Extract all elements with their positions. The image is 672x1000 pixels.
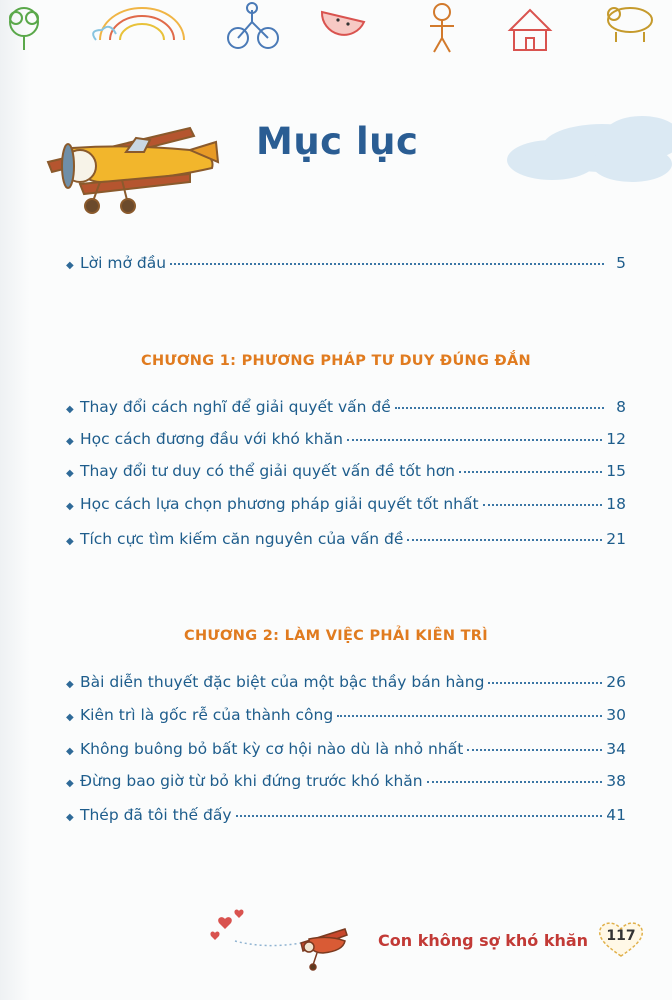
heart-icon: [210, 910, 243, 940]
chapter-2-heading: CHƯƠNG 2: LÀM VIỆC PHẢI KIÊN TRÌ: [184, 628, 488, 644]
book-title-footer: Con không sợ khó khăn: [378, 931, 589, 950]
leader-dots: [170, 262, 604, 265]
kid-doodle-icon: [430, 4, 454, 52]
toc-entry-title: Học cách lựa chọn phương pháp giải quyết tốt nhất: [80, 495, 479, 513]
toc-entry-title: Đừng bao giờ từ bỏ khi đứng trước khó khăn: [80, 772, 423, 790]
doodle-strip: [0, 0, 672, 60]
toc-page-number: 30: [606, 706, 626, 724]
bullet-icon: ◆: [66, 404, 74, 415]
bicycle-doodle-icon: [228, 3, 278, 48]
toc-page-number: 5: [616, 254, 626, 272]
toc-page-number: 18: [606, 495, 626, 513]
toc-entry-title: Lời mở đầu: [80, 254, 167, 272]
toc-page-number: 41: [606, 806, 626, 824]
toc-entry-title: Học cách đương đầu với khó khăn: [80, 430, 343, 448]
toc-entry-title: Bài diễn thuyết đặc biệt của một bậc thầy bán hàng: [80, 673, 485, 691]
toc-page-number: 21: [606, 530, 626, 548]
leader-dots: [467, 748, 602, 751]
leader-dots: [337, 714, 602, 717]
leader-dots: [236, 814, 603, 817]
leader-dots: [347, 438, 602, 441]
toc-row: [66, 772, 626, 796]
watermelon-doodle-icon: [322, 12, 364, 35]
bullet-icon: ◆: [66, 679, 74, 690]
tree-doodle-icon: [10, 8, 38, 50]
page-title: Mục lục: [256, 120, 419, 163]
leader-dots: [483, 503, 603, 506]
dog-doodle-icon: [608, 8, 652, 42]
toc-row: [66, 398, 626, 422]
toc-entry-title: Kiên trì là gốc rễ của thành công: [80, 706, 334, 724]
toc-entry-title: Thép đã tôi thế đấy: [80, 806, 232, 824]
toc-entry-title: Thay đổi tư duy có thể giải quyết vấn đề tốt hơn: [80, 462, 456, 480]
toc-row: [66, 530, 626, 554]
bullet-icon: ◆: [66, 778, 74, 789]
page-number-badge: [596, 920, 646, 958]
chapter-1-heading: CHƯƠNG 1: PHƯƠNG PHÁP TƯ DUY ĐÚNG ĐẮN: [141, 353, 531, 369]
page-number: 117: [606, 928, 636, 944]
leader-dots: [427, 780, 603, 783]
leader-dots: [488, 681, 602, 684]
toc-row: [66, 430, 626, 454]
toc-page-number: 12: [606, 430, 626, 448]
toc-row: [66, 706, 626, 730]
rainbow-doodle-icon: [93, 8, 184, 40]
toc-entry-title: Tích cực tìm kiếm căn nguyên của vấn đề: [80, 530, 404, 548]
small-airplane-icon: [301, 929, 347, 970]
toc-entry-title: Không buông bỏ bất kỳ cơ hội nào dù là nhỏ nhất: [80, 740, 464, 758]
bullet-icon: ◆: [66, 712, 74, 723]
bullet-icon: ◆: [66, 746, 74, 757]
toc-page-number: 15: [606, 462, 626, 480]
toc-row-intro: [66, 254, 626, 278]
bullet-icon: ◆: [66, 501, 74, 512]
toc-entry-title: Thay đổi cách nghĩ để giải quyết vấn đề: [80, 398, 391, 416]
airplane-illustration: [40, 108, 225, 218]
toc-row: [66, 806, 626, 830]
cloud-illustration: [482, 108, 672, 198]
toc-page-number: 8: [616, 398, 626, 416]
toc-row: [66, 495, 626, 519]
bullet-icon: ◆: [66, 468, 74, 479]
toc-row: [66, 462, 626, 486]
leader-dots: [407, 538, 602, 541]
bullet-icon: ◆: [66, 536, 74, 547]
leader-dots: [395, 406, 604, 409]
toc-page-number: 38: [606, 772, 626, 790]
leader-dots: [459, 470, 602, 473]
toc-page-number: 26: [606, 673, 626, 691]
house-doodle-icon: [510, 10, 550, 50]
bullet-icon: ◆: [66, 260, 74, 271]
toc-page-number: 34: [606, 740, 626, 758]
bullet-icon: ◆: [66, 812, 74, 823]
bullet-icon: ◆: [66, 436, 74, 447]
toc-row: [66, 740, 626, 764]
toc-row: [66, 673, 626, 697]
footer-illustration: [205, 905, 355, 975]
